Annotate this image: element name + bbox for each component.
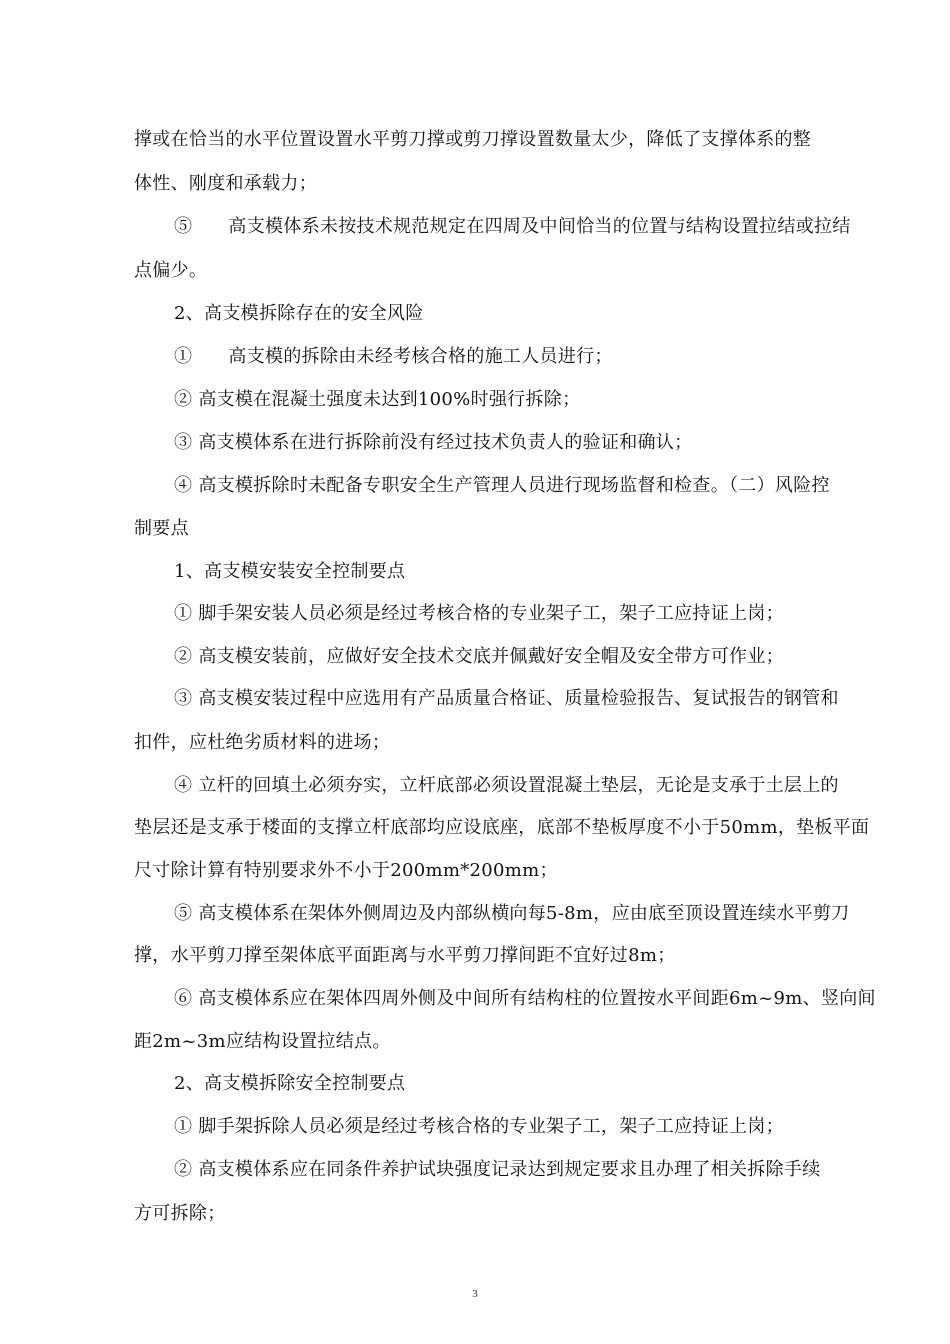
text-line: ② 高支模在混凝土强度未达到100%时强行拆除； [174, 389, 581, 410]
text-line: 尺寸除计算有特别要求外不小于200mm*200mm； [134, 860, 558, 881]
text-line: 撑，水平剪刀撑至架体底平面距离与水平剪刀撑间距不宜好过8m； [134, 945, 676, 966]
text-line: ① 高支模的拆除由未经考核合格的施工人员进行； [174, 346, 613, 367]
text-line: ⑤ 高支模体系在架体外侧周边及内部纵横向每5-8m，应由底至顶设置连续水平剪刀 [174, 903, 850, 924]
page-number: 3 [472, 1288, 478, 1300]
text-line: ④ 高支模拆除时未配备专职安全生产管理人员进行现场监督和检查。（二）风险控 [174, 475, 830, 496]
text-line: 撑或在恰当的水平位置设置水平剪刀撑或剪刀撑设置数量太少，降低了支撑体系的整 [134, 129, 812, 150]
text-line: ③ 高支模体系在进行拆除前没有经过技术负责人的验证和确认； [174, 432, 693, 453]
text-line: 距2m~3m应结构设置拉结点。 [134, 1031, 391, 1052]
text-line: 体性、刚度和承载力； [134, 173, 317, 194]
text-line: ② 高支模体系应在同条件养护试块强度记录达到规定要求且办理了相关拆除手续 [174, 1159, 821, 1180]
text-line: ⑤ 高支模体系未按技术规范规定在四周及中间恰当的位置与结构设置拉结或拉结 [174, 216, 851, 237]
text-line: 垫层还是支承于楼面的支撑立杆底部均应设底座，底部不垫板厚度不小于50mm，垫板平面 [134, 817, 870, 838]
text-line: 点偏少。 [134, 260, 208, 281]
text-line: ② 高支模安装前，应做好安全技术交底并佩戴好安全帽及安全带方可作业； [174, 646, 784, 667]
text-line: ⑥ 高支模体系应在架体四周外侧及中间所有结构柱的位置按水平间距6m~9m、竖向间 [174, 988, 876, 1009]
text-line: ① 脚手架安装人员必须是经过考核合格的专业架子工，架子工应持证上岗； [174, 603, 784, 624]
section-heading: 2、高支模拆除安全控制要点 [174, 1073, 406, 1094]
text-line: ④ 立杆的回填土必须夯实，立杆底部必须设置混凝土垫层，无论是支承于土层上的 [174, 775, 839, 796]
section-heading: 1、高支模安装安全控制要点 [174, 561, 406, 582]
text-line: 方可拆除； [134, 1203, 226, 1224]
text-line: ③ 高支模安装过程中应选用有产品质量合格证、质量检验报告、复试报告的钢管和 [174, 688, 839, 709]
text-line: 制要点 [134, 518, 189, 539]
text-line: ① 脚手架拆除人员必须是经过考核合格的专业架子工，架子工应持证上岗； [174, 1116, 784, 1137]
section-heading: 2、高支模拆除存在的安全风险 [174, 303, 424, 324]
text-line: 扣件，应杜绝劣质材料的进场； [134, 732, 391, 753]
